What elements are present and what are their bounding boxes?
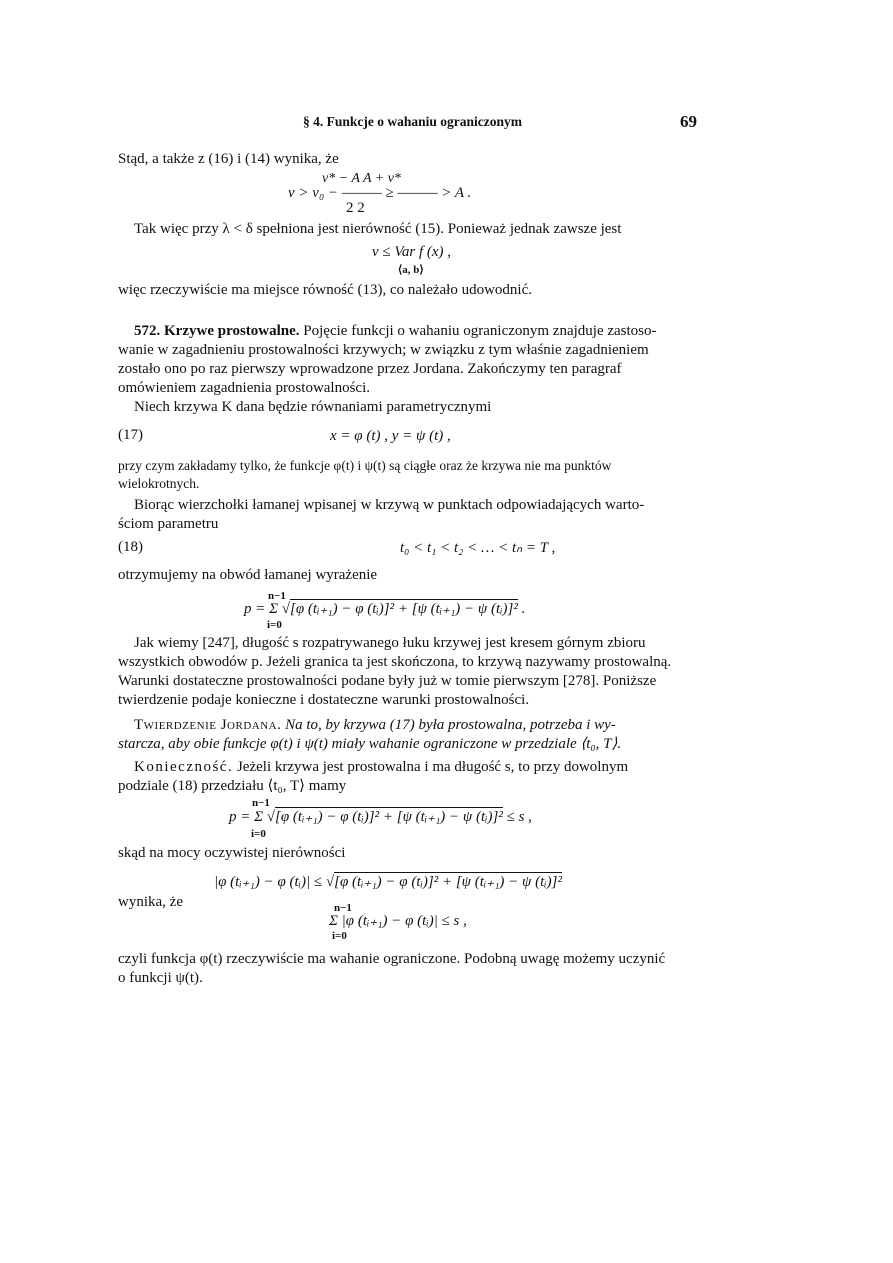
page-number: 69 — [680, 112, 697, 131]
text-line: ściom parametru — [118, 516, 219, 532]
equation-partition: t₀ < t₁ < t₂ < … < tₙ = T , — [400, 540, 556, 556]
sum-lower-limit: i=0 — [251, 828, 266, 840]
text-line: czyli funkcja φ(t) rzeczywiście ma wahanie ograniczone. Podobną uwagę możemy uczynić — [118, 951, 666, 967]
equation-denominators: 2 2 — [346, 200, 365, 216]
text-line: przy czym zakładamy tylko, że funkcje φ(t) i ψ(t) są ciągłe oraz że krzywa nie ma punktów — [118, 458, 612, 473]
section-number: 572. — [134, 323, 161, 339]
running-header — [0, 114, 893, 136]
radicand: [φ (tᵢ₊₁) − φ (tᵢ)]² + [ψ (tᵢ₊₁) − ψ (tᵢ)]² — [275, 809, 503, 825]
sum-upper-limit: n−1 — [334, 902, 352, 914]
radicand: [φ (tᵢ₊₁) − φ (tᵢ)]² + [ψ (tᵢ₊₁) − ψ (tᵢ)]² — [290, 601, 518, 617]
equation-numerators: v* − A A + v* — [322, 171, 401, 186]
text-line: więc rzeczywiście ma miejsce równość (13), co należało udowodnić. — [118, 282, 532, 298]
section-572-line — [118, 322, 778, 340]
equation-obvious-inequality — [214, 873, 562, 891]
text-line: Stąd, a także z (16) i (14) wynika, że — [118, 151, 339, 167]
text-line: omówieniem zagadnienia prostowalności. — [118, 380, 371, 396]
theorem-line — [118, 716, 778, 734]
equation-end: ≤ s , — [502, 809, 532, 825]
theorem-line: starcza, aby obie funkcje φ(t) i ψ(t) miały wahanie ograniczone w przedziale ⟨t₀, T⟩. — [118, 736, 622, 752]
equation-lhs: p = Σ √ — [229, 809, 276, 825]
text-line: wanie w zagadnieniu prostowalności krzywych; w związku z tym właśnie zagadnieniem — [118, 342, 649, 358]
sum-upper-limit: n−1 — [252, 797, 270, 809]
equation-inequality: v > v₀ − ——— ≥ ——— > A . — [288, 185, 472, 201]
sum-lower-limit: i=0 — [332, 930, 347, 942]
sum-upper-limit: n−1 — [268, 590, 286, 602]
section-text: Pojęcie funkcji o wahaniu ograniczonym znajduje zastoso- — [299, 323, 657, 339]
equation-perimeter — [244, 600, 525, 618]
text-line: wynika, że — [118, 894, 183, 910]
text-line: Biorąc wierzchołki łamanej wpisanej w krzywą w punktach odpowiadających warto- — [134, 497, 645, 513]
text-line: podziale (18) przedziału ⟨t₀, T⟩ mamy — [118, 778, 347, 794]
equation-perimeter-bound — [229, 808, 532, 826]
text-line: o funkcji ψ(t). — [118, 970, 203, 986]
section-title: Krzywe prostowalne. — [164, 323, 300, 339]
sum-lower-limit: i=0 — [267, 619, 282, 631]
equation-variation-bound: Σ |φ (tᵢ₊₁) − φ (tᵢ)| ≤ s , — [329, 913, 467, 929]
text-line: otrzymujemy na obwód łamanej wyrażenie — [118, 567, 378, 583]
header-title: § 4. Funkcje o wahaniu ograniczonym — [303, 114, 523, 129]
proof-line — [118, 758, 778, 776]
text-line: wszystkich obwodów p. Jeżeli granica ta jest skończona, to krzywą nazywamy prostowalną. — [118, 654, 672, 670]
equation-variation: v ≤ Var f (x) , — [372, 244, 452, 260]
equation-number: (18) — [118, 539, 143, 555]
text-line: zostało ono po raz pierwszy wprowadzone przez Jordana. Zakończymy ten paragraf — [118, 361, 622, 377]
equation-lhs: p = Σ √ — [244, 601, 291, 617]
theorem-label: Twierdzenie Jordana. — [134, 717, 282, 733]
equation-number: (17) — [118, 427, 143, 443]
radicand: [φ (tᵢ₊₁) − φ (tᵢ)]² + [ψ (tᵢ₊₁) − ψ (tᵢ)]² — [334, 874, 562, 890]
equation-end: . — [517, 601, 526, 617]
text-line: Warunki dostateczne prostowalności podane były już w tomie pierwszym [278]. Poniższe — [118, 673, 657, 689]
text-line: twierdzenie podaje konieczne i dostateczne warunki prostowalności. — [118, 692, 530, 708]
text-line: wielokrotnych. — [118, 476, 200, 491]
text-line: Jak wiemy [247], długość s rozpatrywanego łuku krzywej jest kresem górnym zbioru — [134, 635, 646, 651]
equation-parametric: x = φ (t) , y = ψ (t) , — [330, 428, 451, 444]
text-line: Niech krzywa K dana będzie równaniami parametrycznymi — [134, 399, 492, 415]
equation-subscript: ⟨a, b⟩ — [398, 264, 424, 276]
text-line: skąd na mocy oczywistej nierówności — [118, 845, 346, 861]
text-line: Tak więc przy λ < δ spełniona jest nierówność (15). Ponieważ jednak zawsze jest — [134, 221, 622, 237]
theorem-text: Na to, by krzywa (17) była prostowalna, potrzeba i wy- — [281, 717, 616, 733]
equation-lhs: |φ (tᵢ₊₁) − φ (tᵢ)| ≤ √ — [214, 874, 335, 890]
proof-text: Jeżeli krzywa jest prostowalna i ma długość s, to przy dowolnym — [233, 759, 629, 775]
proof-label: Konieczność. — [134, 759, 234, 775]
